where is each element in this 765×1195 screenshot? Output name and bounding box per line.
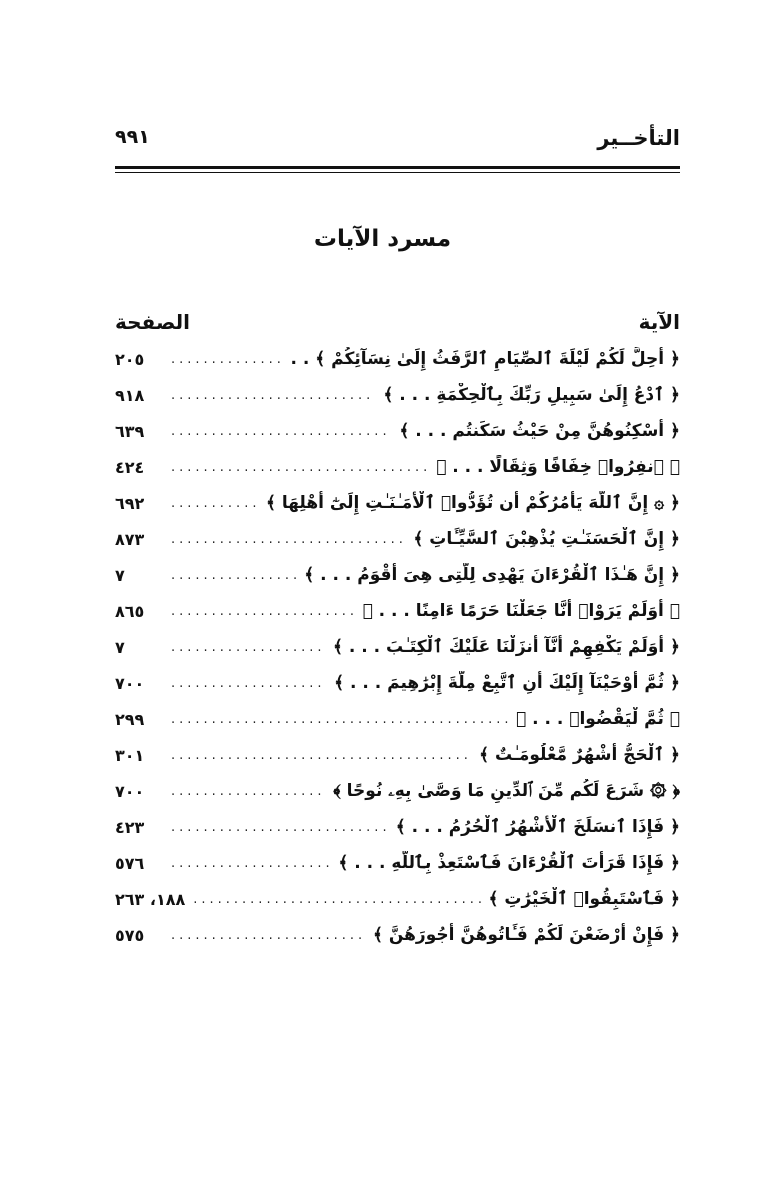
verse-text: ﴿ أَوَلَمْ يَرَوْا۟ أَنَّا جَعَلْنَا حَرَمًا ءَامِنًا . . . ﴾ <box>362 601 680 621</box>
verse-index-list <box>115 341 680 953</box>
header-rule-thick <box>115 166 680 169</box>
verse-text: ﴿ فَإِذَا قَرَأْتَ ٱلْقُرْءَانَ فَٱسْتَعِذْ بِٱللَّهِ . . . ﴾ <box>338 853 680 873</box>
verse-page-ref: ١٨٨، ٢٦٣ <box>115 889 186 909</box>
verse-text: ﴿ فَإِذَا ٱنسَلَخَ ٱلْأَشْهُرُ ٱلْحُرُمُ . . . ﴾ <box>395 817 680 837</box>
verse-page-ref: ٩١٨ <box>115 385 145 405</box>
verse-text: ﴿ ٱدْعُ إِلَىٰ سَبِيلِ رَبِّكَ بِٱلْحِكْمَةِ . . . ﴾ <box>383 385 680 405</box>
dot-leader <box>171 604 355 619</box>
verse-text: ﴿ فَإِنْ أَرْضَعْنَ لَكُمْ فَـَٔاتُوهُنَّ أُجُورَهُنَّ ﴾ <box>372 925 680 945</box>
verse-text: ﴿ أُحِلَّ لَكُمْ لَيْلَةَ ٱلصِّيَامِ ٱلرَّفَثُ إِلَىٰ نِسَآئِكُمْ ﴾ . . <box>290 349 680 369</box>
dot-leader <box>171 532 405 547</box>
verse-page-ref: ٢٩٩ <box>115 709 145 729</box>
verse-page-ref: ٦٩٢ <box>115 493 145 513</box>
dot-leader <box>171 784 325 799</box>
verse-text: ﴿ إِنَّ ٱلْحَسَنَـٰتِ يُذْهِبْنَ ٱلسَّيِّـَٔاتِ ﴾ <box>413 529 680 549</box>
verse-text: ﴿ ٱلْحَجُّ أَشْهُرٌ مَّعْلُومَـٰتٌ ﴾ <box>479 745 680 765</box>
dot-leader <box>171 568 296 583</box>
verse-text: ﴿ ٱنفِرُوا۟ خِفَافًا وَثِقَالًا . . . ﴾ <box>436 457 680 477</box>
verse-entry <box>115 809 680 845</box>
verse-entry <box>115 413 680 449</box>
verse-entry <box>115 377 680 413</box>
verse-page-ref: ٥٧٦ <box>115 853 145 873</box>
dot-leader <box>171 640 325 655</box>
verse-entry <box>115 521 680 557</box>
verse-page-ref: ٣٠١ <box>115 745 145 765</box>
dot-leader <box>171 352 283 367</box>
verse-entry <box>115 773 680 809</box>
verse-entry <box>115 845 680 881</box>
verse-column-heading: الآية <box>638 310 680 334</box>
verse-entry <box>115 341 680 377</box>
page-column-heading: الصفحة <box>115 310 191 334</box>
header-rule-thin <box>115 172 680 173</box>
verse-page-ref: ٤٢٤ <box>115 457 145 477</box>
dot-leader <box>171 496 258 511</box>
verse-text: ﴿ إِنَّ هَـٰذَا ٱلْقُرْءَانَ يَهْدِى لِلَّتِى هِىَ أَقْوَمُ . . . ﴾ <box>304 565 680 585</box>
dot-leader <box>171 424 391 439</box>
dot-leader <box>171 856 330 871</box>
page-number: ٩٩١ <box>115 126 150 148</box>
dot-leader <box>171 676 326 691</box>
verse-entry <box>115 449 680 485</box>
verse-page-ref: ٦٣٩ <box>115 421 145 441</box>
verse-entry <box>115 701 680 737</box>
dot-leader <box>193 892 480 907</box>
verse-text: ﴿ ۞ شَرَعَ لَكُم مِّنَ ٱلدِّينِ مَا وَصَّىٰ بِهِۦ نُوحًا ﴾ <box>333 781 680 801</box>
verse-page-ref: ٧ <box>115 565 125 585</box>
verse-text: ﴿ ثُمَّ لْيَقْضُوا۟ . . . ﴾ <box>516 709 680 729</box>
verse-entry <box>115 629 680 665</box>
verse-page-ref: ٨٦٥ <box>115 601 145 621</box>
verse-entry <box>115 557 680 593</box>
verse-text: ﴿ أَسْكِنُوهُنَّ مِنْ حَيْثُ سَكَنتُم . . . ﴾ <box>399 421 680 441</box>
dot-leader <box>171 388 375 403</box>
verse-text: ﴿ ثُمَّ أَوْحَيْنَآ إِلَيْكَ أَنِ ٱتَّبِعْ مِلَّةَ إِبْرَٰهِيمَ . . . ﴾ <box>334 673 680 693</box>
dot-leader <box>171 460 428 475</box>
verse-entry <box>115 665 680 701</box>
column-headings <box>115 310 680 342</box>
verse-page-ref: ٢٠٥ <box>115 349 145 369</box>
verse-page-ref: ٤٢٣ <box>115 817 145 837</box>
verse-page-ref: ٨٧٣ <box>115 529 145 549</box>
dot-leader <box>171 820 388 835</box>
verse-page-ref: ٥٧٥ <box>115 925 145 945</box>
section-title: مسرد الآيات <box>313 226 452 252</box>
verse-entry <box>115 737 680 773</box>
dot-leader <box>171 712 508 727</box>
verse-entry <box>115 881 680 917</box>
verse-page-ref: ٧٠٠ <box>115 781 145 801</box>
verse-text: ﴿ ۞ إِنَّ ٱللَّهَ يَأْمُرُكُمْ أَن تُؤَدُّوا۟ ٱلْأَمَـٰنَـٰتِ إِلَىٰٓ أَهْلِهَا ﴾ <box>265 493 680 513</box>
verse-entry <box>115 593 680 629</box>
running-header <box>115 126 680 160</box>
verse-entry <box>115 917 680 953</box>
dot-leader <box>171 928 365 943</box>
verse-page-ref: ٧ <box>115 637 125 657</box>
verse-text: ﴿ فَٱسْتَبِقُوا۟ ٱلْخَيْرَٰتِ ﴾ <box>488 889 680 909</box>
verse-page-ref: ٧٠٠ <box>115 673 145 693</box>
verse-entry <box>115 485 680 521</box>
verse-text: ﴿ أَوَلَمْ يَكْفِهِمْ أَنَّآ أَنزَلْنَا عَلَيْكَ ٱلْكِتَـٰبَ . . . ﴾ <box>332 637 680 657</box>
dot-leader <box>171 748 471 763</box>
running-title: التأخــير <box>597 126 680 150</box>
